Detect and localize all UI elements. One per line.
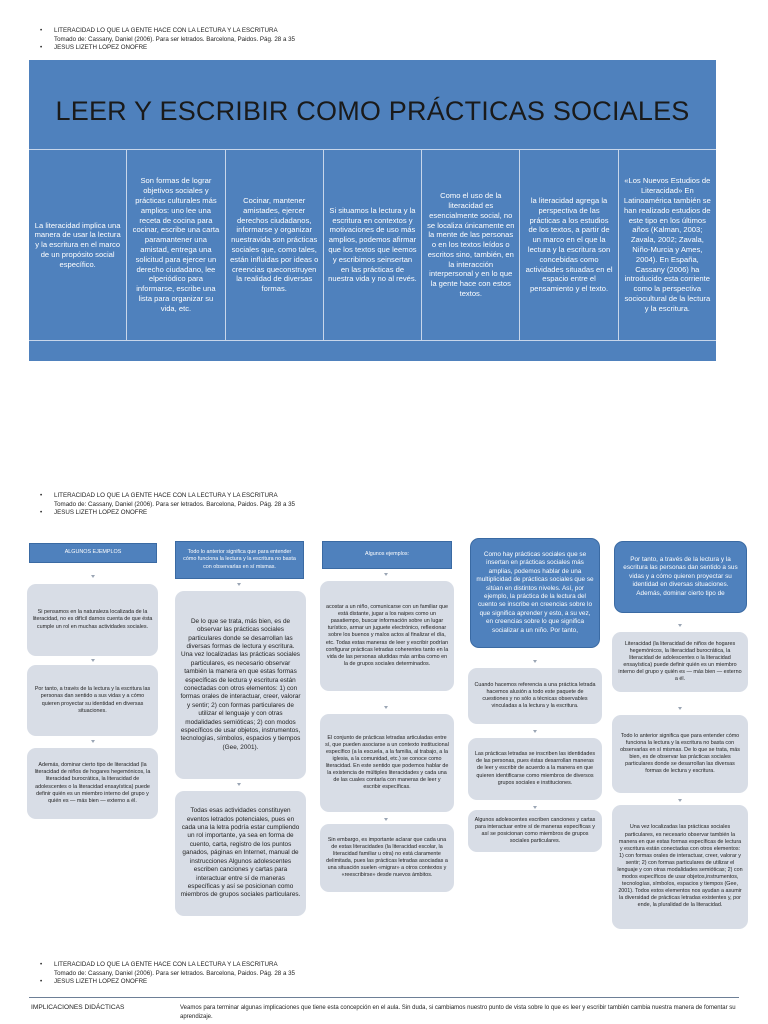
header-citation: Tomado de: Cassany, Daniel (2006). Para ser letrados. Barcelona, Paidos. Pág. 28 a 35 [54,969,295,977]
footer-section-text: Veamos para terminar algunas implicaciones que tiene esta concepción en el aula. Sin duda, si cambiamos nuestro punto de vista sobre lo que es leer y escribir también cambia nuestra manera de fomentar su aprendizaje. [180,1005,736,1020]
arrow-icon [533,806,537,809]
banner-cell: Como el uso de la literacidad es esencialmente social, no se localiza únicamente en la mente de las personas o en los textos leídos o escritos sino, también, en la interacción interpersonal y en lo que la gente hace con estos textos. [422,150,520,340]
diagram-box: Literacidad (la literacidad de niños de hogares hegemónicos, la literacidad burocrática, la literacidad de adolescentes o la literacidad ensayística) puede definir quién es un miembro interno del grupo y quién es — más bien — externo a él. [612,632,748,692]
arrow-icon [384,706,388,709]
diagram-box: Además, dominar cierto tipo de literacidad (la literacidad de niños de hogares hegemónicos, la literacidad burocrática, la literacidad de adolescentes o la literacidad ensayística) puede definir quién es un miembro interno del grupo y quién es — más bien — externo a él. [27,748,158,819]
banner-title: LEER Y ESCRIBIR COMO PRÁCTICAS SOCIALES [55,96,690,126]
diagram-box: Cuando hacemos referencia a una práctica letrada hacemos alusión a todo este paquete de cuestiones y no sólo a técnicas observables vinculadas a la lectura y la escritura. [468,668,602,724]
header-title: • LITERACIDAD LO QUE LA GENTE HACE CON LA LECTURA Y LA ESCRITURA [40,492,278,499]
banner-cell: Son formas de lograr objetivos sociales y prácticas culturales más amplios: uno lee una receta de cocina para cocinar, escribe una carta paramantener una amistad, entrega una solicitud para ejercer un derecho ciudadano, lee elperiódico para informarse, escribe una lista para organizar su vida, etc. [127,150,225,340]
arrow-icon [533,730,537,733]
header-block-top [40,27,295,53]
arrow-icon [533,660,537,663]
arrow-icon [237,583,241,586]
arrow-icon [91,659,95,662]
diagram-box: acostar a un niño, comunicarse con un familiar que está distante, jugar a los naipes como un pasatiempo, buscar información sobre un lugar turístico, armar un juguete electrónico, reflexionar sobre los buenos y malos actos al finalizar el día, etc. Todas estas maneras de leer y escribir podrían configurar prácticas letradas coherentes tanto en la vida de las personas aludidas más arriba como en la de grupos sociales determinados. [320,581,454,691]
header-author: • JESUS LIZETH LOPEZ ONOFRE [40,44,148,52]
diagram-box: Si pensamos en la naturaleza localizada de la literacidad, no es difícil darnos cuenta de que ésta cumple un rol en muchas actividades sociales. [27,584,158,656]
diagram-box: Una vez localizadas las prácticas sociales particulares, es necesario observar también la manera en que estas formas específicas de lectura y escritura están conectadas con otros elementos: 1) con formas orales de interactuar, creer, valorar y sentir; 2) con formas particulares de utilizar el lenguaje y con otras modalidades semióticas; 2) con modos específicos de usar objetos,instrumentos, tecnologías, símbolos, espacios y tiempos (Gee, 2001). Todos estos elementos nos ayudan a asumir la diversidad de prácticas letradas existentes y, por ende, la pluralidad de la literacidad. [612,805,748,929]
footer-section-label: IMPLICACIONES DIDÁCTICAS [31,1004,125,1011]
footer-divider [29,997,739,998]
diagram-box-examples-heading: Algunos ejemplos: [322,541,452,569]
diagram-box: Sin embargo, es importante aclarar que cada una de estas literacidades (la literacidad escolar, la literacidad familiar u otra) no está claramente delimitada, pues las prácticas letradas asociadas a una situación suelen «migrar» a otros contextos y «reescribirse» desde nuevos ámbitos. [320,824,454,892]
header-citation: Tomado de: Cassany, Daniel (2006). Para ser letrados. Barcelona, Paidos. Pág. 28 a 35 [54,500,295,508]
arrow-icon [384,573,388,576]
banner-cell: la literacidad agrega la perspectiva de las prácticas a los estudios de los textos, a partir de un marco en el que la lectura y la escritura son concebidas como actividades situadas en el espacio entre el pensamiento y el texto. [520,150,618,340]
arrow-icon [678,624,682,627]
banner-cells [29,150,716,340]
arrow-icon [384,818,388,821]
diagram-box-header: Por tanto, a través de la lectura y la escritura las personas dan sentido a sus vidas y a cómo quieren proyectar su identidad en diversas situaciones. Además, dominar cierto tipo de [614,541,747,613]
header-block-bottom [40,961,295,987]
diagram-box: Las prácticas letradas se inscriben las identidades de las personas, pues éstas desarrollan maneras de leer y escribir de acuerdo a la manera en que quieren identificarse como miembros de diversos grupos sociales e instituciones. [468,738,602,800]
banner-cell: La literacidad implica una manera de usar la lectura y la escritura en el marco de un propósito social específico. [29,150,127,340]
diagram-box: Por tanto, a través de la lectura y la escritura las personas dan sentido a sus vidas y a cómo quieren proyectar su identidad en diversas situaciones. [27,665,158,736]
diagram-box-header: Todo lo anterior significa que para entender cómo funciona la lectura y la escritura no basta con observarlas en sí mismas. [175,541,304,579]
arrow-icon [91,740,95,743]
diagram-box: El conjunto de prácticas letradas articuladas entre sí, que pueden asociarse a un contexto institucional específico (a la escuela, a la familia, al trabajo, a la iglesia, a la comunidad, etc.) se conoce como literacidad. En este sentido que podemos hablar de la existencia de múltiples literacidades y cada una de las cuales contaría con maneras de leer y escribir específicas. [320,714,454,812]
arrow-icon [91,575,95,578]
header-author: • JESUS LIZETH LOPEZ ONOFRE [40,978,148,986]
header-block-middle [40,492,295,518]
arrow-icon [678,799,682,802]
banner-cell: Si situamos la lectura y la escritura en contextos y motivaciones de uso más amplios, podemos afirmar que los textos que leemos y escribimos seinsertan en las prácticas de nuestra vida y no al revés. [324,150,422,340]
arrow-icon [237,783,241,786]
banner-cell: Cocinar, mantener amistades, ejercer derechos ciudadanos, informarse y organizar nuestravida son prácticas sociales que, como tales, están influidas por ideas o creencias queconstruyen la realidad de diversas formas. [226,150,324,340]
header-citation: Tomado de: Cassany, Daniel (2006). Para ser letrados. Barcelona, Paidos. Pág. 28 a 35 [54,35,295,43]
diagram-box: De lo que se trata, más bien, es de observar las prácticas sociales particulares donde se desarrollan las diversas formas de lectura y escritura. Una vez localizadas las prácticas sociales particulares, es necesario observar también la manera en que estas formas específicas de lectura y escritura están conectadas con otros elementos: 1) con formas orales de interactuar, creer, valorar y sentir; 2) con formas particulares de utilizar el lenguaje y con otras modalidades semióticas; 2) con modos específicos de usar objetos, instrumentos, tecnologías, símbolos, espacios y tiempos (Gee, 2001). [175,591,306,779]
arrow-icon [678,707,682,710]
banner-bottom-divider [29,340,716,341]
banner-cell: «Los Nuevos Estudios de Literacidad» En Latinoamérica también se han realizado estudios de este tipo en los últimos años (Kalman, 2003; Zavala, 2002; Zavala, Niño-Murcia y Ames, 2004). En España, Cassany (2006) ha introducido esta corriente como la perspectiva sociocultural de la lectura y la escritura. [623,176,711,313]
diagram-box-header: Como hay prácticas sociales que se insertan en prácticas sociales más amplias, podemos hablar de una multiplicidad de prácticas sociales que se sitúan en distintos niveles. Así, por ejemplo, la práctica de la lectura del cuento se inscribe en creencias sobre lo que significa aprender y esto, a su vez, en creencias sobre lo que significa socializar a un niño. Por tanto, [470,538,600,648]
diagram-box: Algunos adolescentes escriben canciones y cartas para interactuar entre sí de maneras específicas y así se posicionan como miembros de grupos sociales particulares. [468,810,602,852]
diagram-box: Todo lo anterior significa que para entender cómo funciona la lectura y la escritura no basta con observarlas en sí mismas. De lo que se trata, más bien, es de observar las prácticas sociales particulares donde se desarrollan las diversas formas de lectura y escritura. [612,715,748,793]
header-title: • LITERACIDAD LO QUE LA GENTE HACE CON LA LECTURA Y LA ESCRITURA [40,27,278,34]
header-author: • JESUS LIZETH LOPEZ ONOFRE [40,509,148,517]
header-title: • LITERACIDAD LO QUE LA GENTE HACE CON LA LECTURA Y LA ESCRITURA [40,961,278,968]
diagram-box: Todas esas actividades constituyen eventos letrados potenciales, pues en cada una la letra podría estar cumpliendo un rol importante, ya sea en forma de cuento, carta, registro de los puntos ganados, páginas en Internet, manual de instrucciones Algunos adolescentes escriben canciones y cartas para interactuar entre sí de maneras específicas y así se posicionan como miembros de grupos sociales particulares. [175,791,306,916]
diagram-box-examples-heading: ALGUNOS EJEMPLOS [29,543,157,563]
